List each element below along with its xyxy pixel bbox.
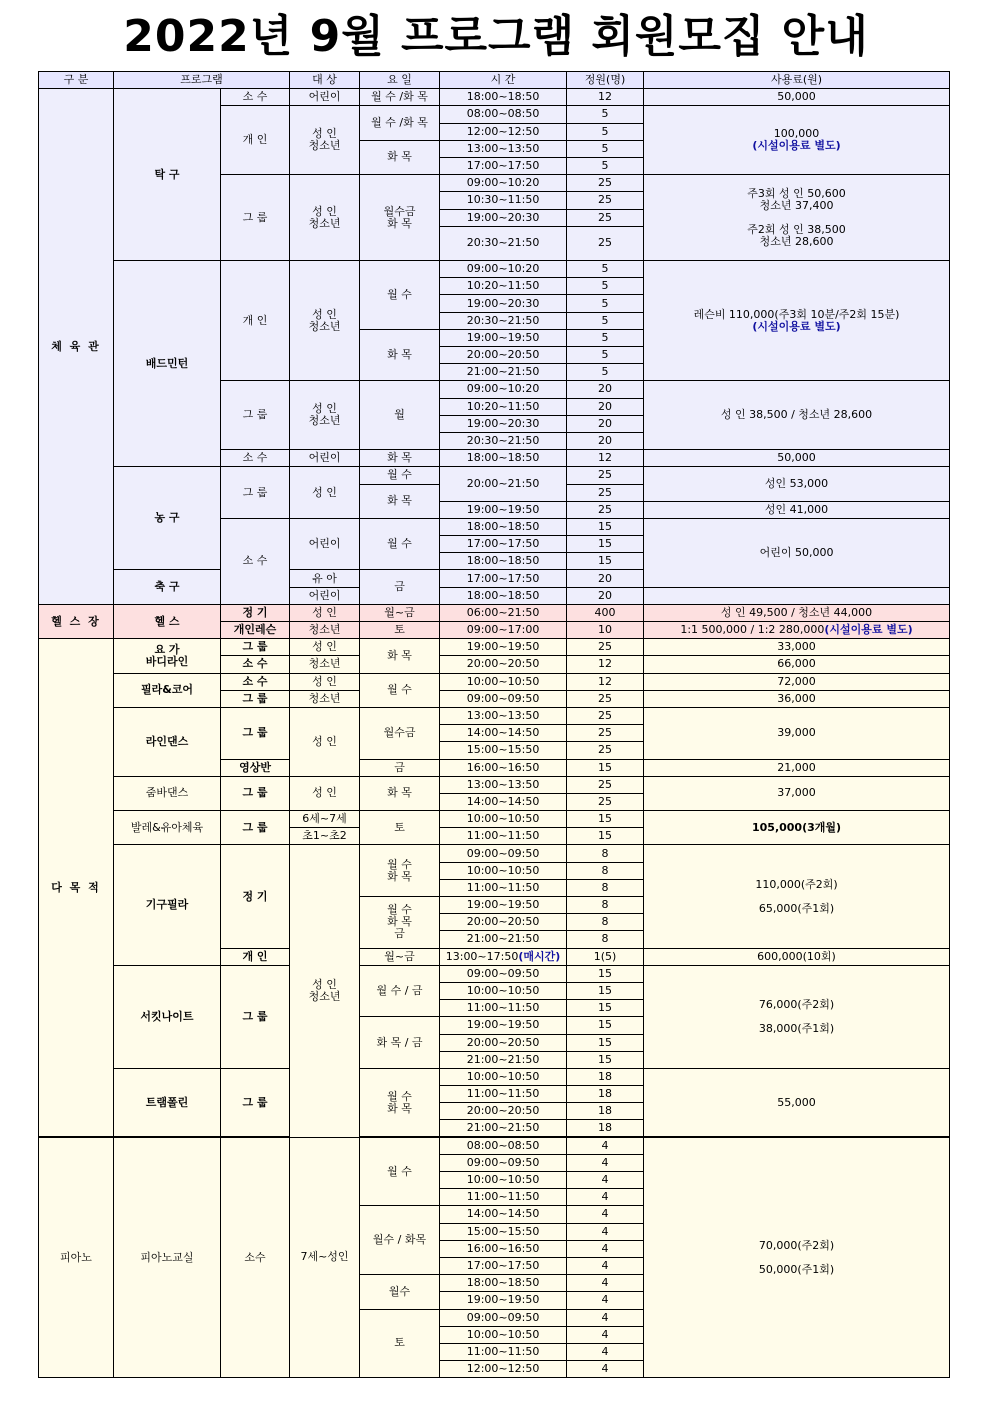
capacity-cell: 4 (567, 1189, 644, 1206)
category-gym: 체 육 관 (39, 89, 114, 605)
capacity-cell: 20 (567, 381, 644, 398)
capacity-cell: 25 (567, 226, 644, 260)
type-cell: 개 인 (221, 106, 290, 175)
fee-cell: 주3회 성 인 50,600 청소년 37,400 주2회 성 인 38,500 청소년 28,600 (644, 175, 950, 261)
day-cell: 월 수 화 목 (360, 1068, 440, 1137)
time-cell: 09:00~09:50 (440, 845, 567, 862)
day-cell: 월 수 /화 목 (360, 106, 440, 140)
type-cell: 소 수 (221, 656, 290, 673)
time-cell: 06:00~21:50 (440, 604, 567, 621)
capacity-cell: 4 (567, 1292, 644, 1309)
time-cell: 18:00~18:50 (440, 587, 567, 604)
day-cell: 월 수 (360, 261, 440, 330)
time-cell: 14:00~14:50 (440, 1206, 567, 1223)
type-cell: 그 룹 (221, 175, 290, 261)
time-cell: 10:00~10:50 (440, 1068, 567, 1085)
time-cell: 10:00~10:50 (440, 673, 567, 690)
program-basketball: 농 구 (114, 467, 221, 570)
time-cell: 11:00~11:50 (440, 1343, 567, 1360)
time-cell: 21:00~21:50 (440, 364, 567, 381)
capacity-cell: 4 (567, 1309, 644, 1326)
time-cell: 09:00~09:50 (440, 1309, 567, 1326)
time-cell: 10:20~11:50 (440, 278, 567, 295)
target-cell: 어린이 (290, 518, 360, 570)
target-cell: 성 인 청소년 (290, 845, 360, 1137)
type-cell: 개인레슨 (221, 622, 290, 639)
time-cell: 19:00~20:30 (440, 295, 567, 312)
target-cell: 어린이 (290, 587, 360, 604)
capacity-cell: 20 (567, 398, 644, 415)
time-cell: 10:00~10:50 (440, 1172, 567, 1189)
time-cell: 12:00~12:50 (440, 123, 567, 140)
capacity-cell: 25 (567, 725, 644, 742)
header-target: 대 상 (290, 72, 360, 89)
capacity-cell: 5 (567, 278, 644, 295)
day-cell: 월수금 화 목 (360, 175, 440, 261)
capacity-cell: 8 (567, 897, 644, 914)
time-cell: 14:00~14:50 (440, 793, 567, 810)
capacity-cell: 15 (567, 982, 644, 999)
program-zumba: 줌바댄스 (114, 776, 221, 810)
day-cell: 화 목 (360, 639, 440, 673)
program-pingpong: 탁 구 (114, 89, 221, 261)
time-cell: 08:00~08:50 (440, 1137, 567, 1154)
type-cell: 개 인 (221, 948, 290, 965)
type-cell: 정 기 (221, 604, 290, 621)
program-trampoline: 트램폴린 (114, 1068, 221, 1137)
capacity-cell: 18 (567, 1103, 644, 1120)
capacity-cell: 25 (567, 467, 644, 484)
fee-cell (644, 587, 950, 604)
time-cell: 19:00~19:50 (440, 1292, 567, 1309)
time-note: (매시간) (518, 949, 561, 963)
time-cell: 13:00~13:50 (440, 707, 567, 724)
capacity-cell: 5 (567, 140, 644, 157)
fee-cell: 55,000 (644, 1068, 950, 1137)
capacity-cell: 5 (567, 347, 644, 364)
time-cell: 20:30~21:50 (440, 226, 567, 260)
target-cell: 성 인 (290, 673, 360, 690)
category-piano: 피아노 (39, 1137, 114, 1378)
time-cell: 20:00~20:50 (440, 656, 567, 673)
target-cell: 7세~성인 (290, 1137, 360, 1378)
capacity-cell: 12 (567, 89, 644, 106)
day-cell: 월 수 (360, 1137, 440, 1206)
time-cell: 13:00~13:50 (440, 776, 567, 793)
time-cell: 20:00~20:50 (440, 1034, 567, 1051)
capacity-cell: 12 (567, 673, 644, 690)
day-cell: 월수 / 화목 (360, 1206, 440, 1275)
time-cell: 10:00~10:50 (440, 862, 567, 879)
capacity-cell: 15 (567, 1017, 644, 1034)
time-cell: 18:00~18:50 (440, 450, 567, 467)
time-cell: 09:00~10:20 (440, 175, 567, 192)
time-cell: 20:00~20:50 (440, 914, 567, 931)
capacity-cell: 10 (567, 622, 644, 639)
day-cell: 월 (360, 381, 440, 450)
fee-cell: 70,000(주2회) 50,000(주1회) (644, 1137, 950, 1378)
fee-cell: 50,000 (644, 450, 950, 467)
capacity-cell: 5 (567, 123, 644, 140)
fee-cell (644, 622, 950, 639)
day-cell: 월 수 /화 목 (360, 89, 440, 106)
time-cell: 12:00~12:50 (440, 1361, 567, 1378)
fee-cell: 66,000 (644, 656, 950, 673)
day-cell: 월 수 화 목 금 (360, 897, 440, 949)
capacity-cell: 5 (567, 312, 644, 329)
time-cell: 10:00~10:50 (440, 982, 567, 999)
target-cell: 성 인 청소년 (290, 381, 360, 450)
day-cell: 월 수 (360, 467, 440, 484)
capacity-cell: 4 (567, 1154, 644, 1171)
capacity-cell: 8 (567, 931, 644, 948)
day-cell: 화 목 (360, 776, 440, 810)
program-pianoroom: 피아노교실 (114, 1137, 221, 1378)
type-cell: 그 룹 (221, 1068, 290, 1137)
type-cell: 그 룹 (221, 381, 290, 450)
day-cell: 월 수 화 목 (360, 845, 440, 897)
target-cell: 성 인 (290, 707, 360, 776)
fee-note: (시설이용료 별도) (752, 319, 841, 333)
target-cell: 성 인 청소년 (290, 106, 360, 175)
capacity-cell: 4 (567, 1206, 644, 1223)
time-cell: 21:00~21:50 (440, 1051, 567, 1068)
capacity-cell: 25 (567, 742, 644, 759)
time-cell: 18:00~18:50 (440, 1275, 567, 1292)
day-cell: 월~금 (360, 604, 440, 621)
target-cell: 성 인 (290, 467, 360, 519)
day-cell: 토 (360, 1309, 440, 1378)
time-cell: 19:00~19:50 (440, 639, 567, 656)
capacity-cell: 8 (567, 914, 644, 931)
target-cell: 성 인 (290, 639, 360, 656)
time-cell: 17:00~17:50 (440, 536, 567, 553)
program-equipilates: 기구필라 (114, 845, 221, 965)
capacity-cell: 18 (567, 1068, 644, 1085)
capacity-cell: 4 (567, 1240, 644, 1257)
capacity-cell: 15 (567, 553, 644, 570)
day-cell: 화 목 (360, 329, 440, 381)
time-cell: 10:00~10:50 (440, 1326, 567, 1343)
type-cell: 소 수 (221, 673, 290, 690)
time-cell: 17:00~17:50 (440, 1257, 567, 1274)
fee-amount: 100,000 (773, 127, 820, 141)
capacity-cell: 15 (567, 536, 644, 553)
time-cell: 10:20~11:50 (440, 398, 567, 415)
fee-cell: 성인 53,000 (644, 467, 950, 501)
fee-cell: 성인 41,000 (644, 501, 950, 518)
time-cell: 19:00~19:50 (440, 329, 567, 346)
type-cell: 영상반 (221, 759, 290, 776)
target-cell: 성 인 청소년 (290, 175, 360, 261)
page-title: 2022년 9월 프로그램 회원모집 안내 (123, 11, 869, 62)
capacity-cell: 4 (567, 1223, 644, 1240)
fee-cell: 39,000 (644, 707, 950, 759)
capacity-cell: 12 (567, 450, 644, 467)
day-cell: 월수금 (360, 707, 440, 759)
capacity-cell: 400 (567, 604, 644, 621)
day-cell: 화 목 (360, 140, 440, 174)
fee-cell: 37,000 (644, 776, 950, 810)
category-multi: 다 목 적 (39, 639, 114, 1137)
day-cell: 금 (360, 759, 440, 776)
capacity-cell: 5 (567, 261, 644, 278)
time-cell: 09:00~10:20 (440, 261, 567, 278)
target-cell: 청소년 (290, 656, 360, 673)
fee-cell: 105,000(3개월) (644, 811, 950, 845)
program-badminton: 배드민턴 (114, 261, 221, 467)
time-cell: 20:00~20:50 (440, 1103, 567, 1120)
time-cell: 17:00~17:50 (440, 157, 567, 174)
capacity-cell: 4 (567, 1172, 644, 1189)
target-cell: 성 인 청소년 (290, 261, 360, 381)
capacity-cell: 15 (567, 965, 644, 982)
header-capacity: 정원(명) (567, 72, 644, 89)
time-cell: 10:00~10:50 (440, 811, 567, 828)
time-cell: 19:00~20:30 (440, 415, 567, 432)
fee-cell: 21,000 (644, 759, 950, 776)
capacity-cell: 5 (567, 106, 644, 123)
time-cell: 17:00~17:50 (440, 570, 567, 587)
capacity-cell: 25 (567, 793, 644, 810)
type-cell: 그 룹 (221, 965, 290, 1068)
time-cell: 11:00~11:50 (440, 1086, 567, 1103)
capacity-cell: 5 (567, 157, 644, 174)
time-cell: 13:00~13:50 (440, 140, 567, 157)
target-cell: 6세~7세 (290, 811, 360, 828)
capacity-cell: 25 (567, 175, 644, 192)
capacity-cell: 4 (567, 1137, 644, 1154)
header-time: 시 간 (440, 72, 567, 89)
time-cell: 20:00~21:50 (440, 467, 567, 501)
header-row (39, 72, 950, 89)
time-cell: 19:00~19:50 (440, 1017, 567, 1034)
capacity-cell: 4 (567, 1326, 644, 1343)
target-cell: 어린이 (290, 89, 360, 106)
schedule-table (38, 71, 950, 1378)
category-health: 헬 스 장 (39, 604, 114, 638)
target-cell: 초1~초2 (290, 828, 360, 845)
time-cell: 20:30~21:50 (440, 432, 567, 449)
header-day: 요 일 (360, 72, 440, 89)
capacity-cell: 8 (567, 845, 644, 862)
time-cell: 09:00~17:00 (440, 622, 567, 639)
fee-cell: 성 인 38,500 / 청소년 28,600 (644, 381, 950, 450)
type-cell: 소 수 (221, 450, 290, 467)
capacity-cell: 8 (567, 879, 644, 896)
fee-cell: 600,000(10회) (644, 948, 950, 965)
capacity-cell: 25 (567, 484, 644, 501)
time-cell: 09:00~10:20 (440, 381, 567, 398)
fee-amount: 1:1 500,000 / 1:2 280,000 (680, 623, 825, 637)
fee-note: (시설이용료 별도) (824, 623, 913, 637)
fee-cell: 50,000 (644, 89, 950, 106)
program-circuit: 서킷나이트 (114, 965, 221, 1068)
capacity-cell: 20 (567, 432, 644, 449)
capacity-cell: 4 (567, 1343, 644, 1360)
capacity-cell: 12 (567, 656, 644, 673)
type-cell: 소 수 (221, 518, 290, 604)
type-cell: 그 룹 (221, 690, 290, 707)
capacity-cell: 25 (567, 690, 644, 707)
time-value: 13:00~17:50 (445, 949, 519, 963)
capacity-cell: 25 (567, 639, 644, 656)
target-cell: 유 아 (290, 570, 360, 587)
time-cell: 09:00~09:50 (440, 965, 567, 982)
type-cell: 그 룹 (221, 776, 290, 810)
day-cell: 월 수 (360, 673, 440, 707)
day-cell: 토 (360, 811, 440, 845)
time-cell: 11:00~11:50 (440, 879, 567, 896)
capacity-cell: 15 (567, 759, 644, 776)
target-cell: 성 인 (290, 604, 360, 621)
capacity-cell: 1(5) (567, 948, 644, 965)
type-cell: 개 인 (221, 261, 290, 381)
day-cell: 월~금 (360, 948, 440, 965)
program-health: 헬 스 (114, 604, 221, 638)
time-cell: 16:00~16:50 (440, 1240, 567, 1257)
time-cell: 19:00~20:30 (440, 209, 567, 226)
time-cell: 15:00~15:50 (440, 1223, 567, 1240)
type-cell: 그 룹 (221, 639, 290, 656)
capacity-cell: 15 (567, 828, 644, 845)
time-cell: 11:00~11:50 (440, 828, 567, 845)
time-cell: 18:00~18:50 (440, 518, 567, 535)
capacity-cell: 25 (567, 192, 644, 209)
fee-cell: 성 인 49,500 / 청소년 44,000 (644, 604, 950, 621)
day-cell: 화 목 (360, 484, 440, 518)
time-cell: 16:00~16:50 (440, 759, 567, 776)
header-fee: 사용료(원) (644, 72, 950, 89)
header-program: 프로그램 (114, 72, 290, 89)
time-cell: 09:00~09:50 (440, 690, 567, 707)
time-cell: 18:00~18:50 (440, 553, 567, 570)
time-cell: 11:00~11:50 (440, 1000, 567, 1017)
target-cell: 청소년 (290, 690, 360, 707)
type-cell: 소 수 (221, 89, 290, 106)
fee-cell: 110,000(주2회) 65,000(주1회) (644, 845, 950, 948)
capacity-cell: 20 (567, 570, 644, 587)
capacity-cell: 25 (567, 209, 644, 226)
header-category: 구 분 (39, 72, 114, 89)
target-cell: 청소년 (290, 622, 360, 639)
target-cell: 어린이 (290, 450, 360, 467)
day-cell: 월 수 / 금 (360, 965, 440, 1017)
time-cell: 18:00~18:50 (440, 89, 567, 106)
fee-cell: 76,000(주2회) 38,000(주1회) (644, 965, 950, 1068)
capacity-cell: 8 (567, 862, 644, 879)
capacity-cell: 15 (567, 811, 644, 828)
time-cell: 21:00~21:50 (440, 1120, 567, 1137)
type-cell: 소수 (221, 1137, 290, 1378)
fee-cell: 어린이 50,000 (644, 518, 950, 587)
capacity-cell: 20 (567, 587, 644, 604)
capacity-cell: 25 (567, 707, 644, 724)
type-cell: 그 룹 (221, 707, 290, 759)
time-cell (440, 948, 567, 965)
fee-note: (시설이용료 별도) (752, 139, 841, 153)
day-cell: 토 (360, 622, 440, 639)
fee-cell (644, 106, 950, 175)
capacity-cell: 15 (567, 1000, 644, 1017)
fee-cell (644, 261, 950, 381)
time-cell: 21:00~21:50 (440, 931, 567, 948)
day-cell: 월수 (360, 1275, 440, 1309)
capacity-cell: 4 (567, 1257, 644, 1274)
capacity-cell: 18 (567, 1120, 644, 1137)
fee-cell: 36,000 (644, 690, 950, 707)
time-cell: 10:30~11:50 (440, 192, 567, 209)
day-cell: 화 목 (360, 450, 440, 467)
program-ballet: 발레&유아체육 (114, 811, 221, 845)
capacity-cell: 15 (567, 518, 644, 535)
capacity-cell: 15 (567, 1034, 644, 1051)
target-cell: 성 인 (290, 776, 360, 810)
capacity-cell: 5 (567, 295, 644, 312)
program-soccer: 축 구 (114, 570, 221, 604)
type-cell: 그 룹 (221, 811, 290, 845)
time-cell: 20:30~21:50 (440, 312, 567, 329)
capacity-cell: 25 (567, 776, 644, 793)
time-cell: 09:00~09:50 (440, 1154, 567, 1171)
capacity-cell: 4 (567, 1275, 644, 1292)
fee-cell: 72,000 (644, 673, 950, 690)
time-cell: 11:00~11:50 (440, 1189, 567, 1206)
program-linedance: 라인댄스 (114, 707, 221, 776)
time-cell: 19:00~19:50 (440, 897, 567, 914)
capacity-cell: 4 (567, 1361, 644, 1378)
type-cell: 정 기 (221, 845, 290, 948)
capacity-cell: 18 (567, 1086, 644, 1103)
time-cell: 14:00~14:50 (440, 725, 567, 742)
time-cell: 08:00~08:50 (440, 106, 567, 123)
type-cell: 그 룹 (221, 467, 290, 519)
capacity-cell: 5 (567, 364, 644, 381)
program-yoga: 요 가 바디라인 (114, 639, 221, 673)
day-cell: 월 수 (360, 518, 440, 570)
fee-cell: 33,000 (644, 639, 950, 656)
program-pilates: 필라&코어 (114, 673, 221, 707)
capacity-cell: 5 (567, 329, 644, 346)
fee-amount: 레슨비 110,000(주3회 10분/주2회 15분) (693, 307, 900, 321)
time-cell: 15:00~15:50 (440, 742, 567, 759)
time-cell: 19:00~19:50 (440, 501, 567, 518)
capacity-cell: 15 (567, 1051, 644, 1068)
day-cell: 화 목 / 금 (360, 1017, 440, 1069)
day-cell: 금 (360, 570, 440, 604)
time-cell: 20:00~20:50 (440, 347, 567, 364)
capacity-cell: 25 (567, 501, 644, 518)
capacity-cell: 20 (567, 415, 644, 432)
